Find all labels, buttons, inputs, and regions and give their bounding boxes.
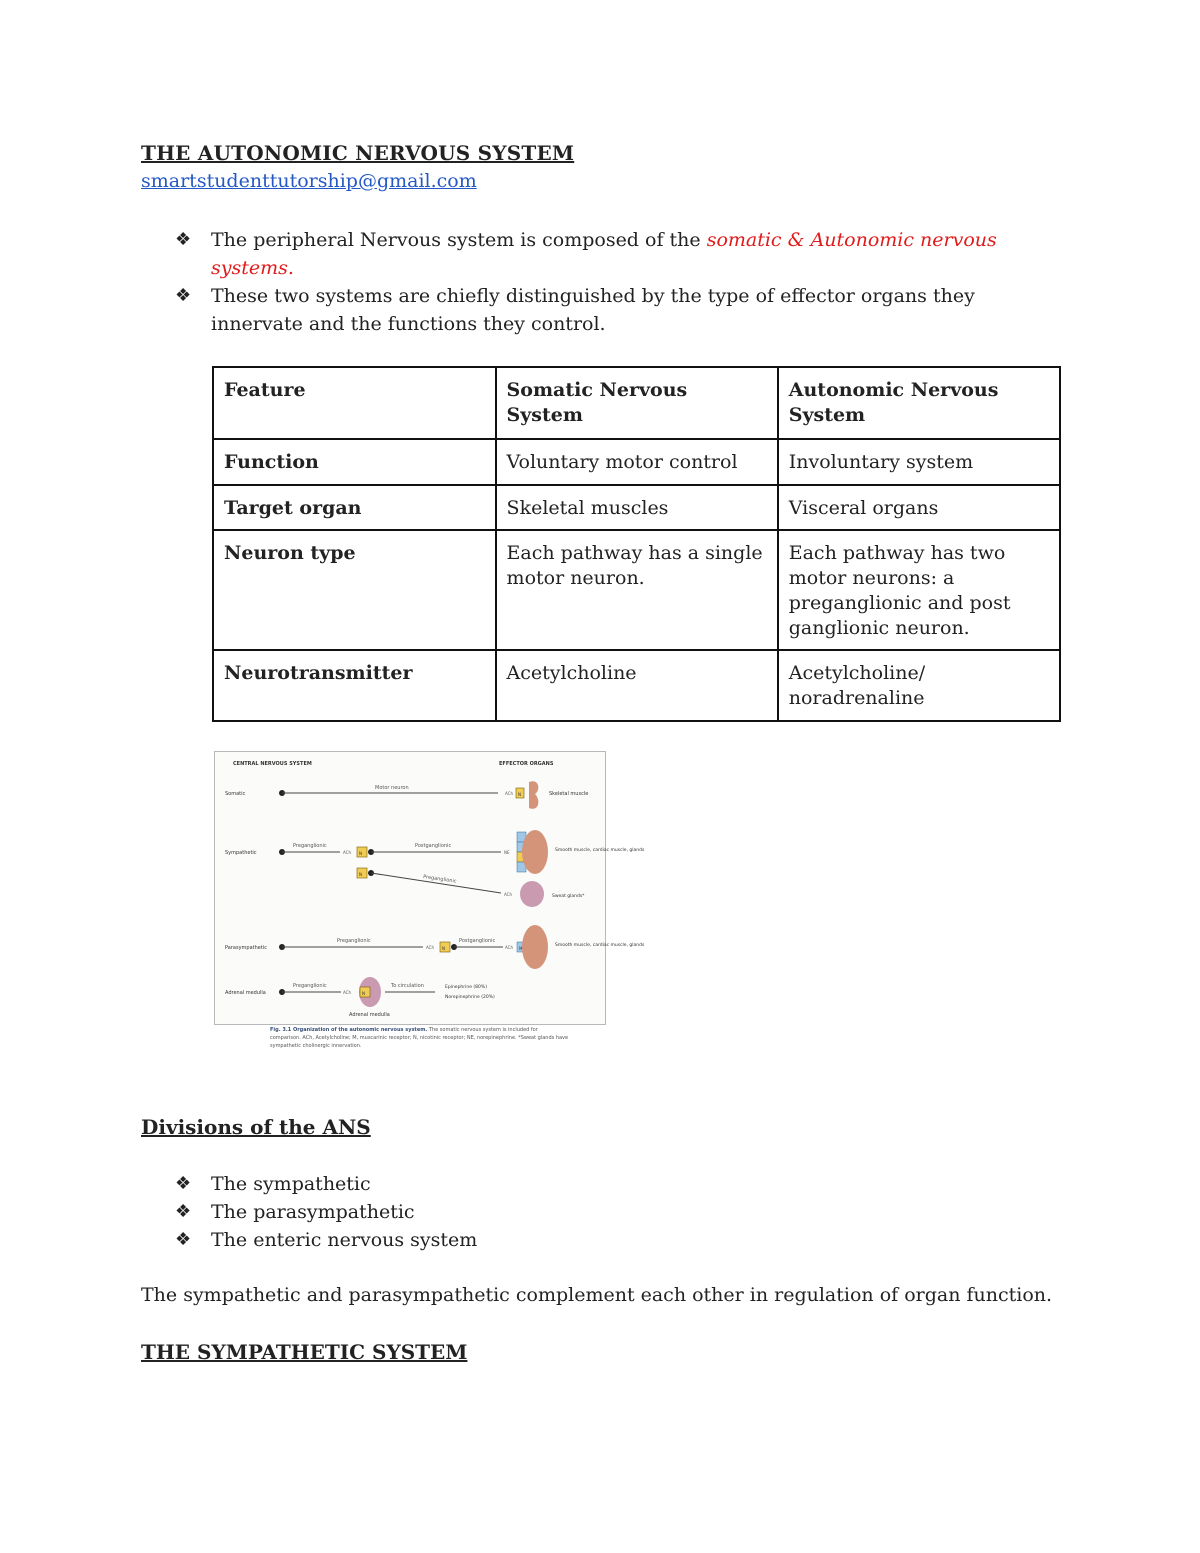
bullet-text: These two systems are chiefly distinguished by the type of effector organs they innervate and the functions they control. xyxy=(211,285,975,335)
list-item xyxy=(141,226,1061,282)
table-cell: Neuron type xyxy=(213,530,496,650)
ans-diagram-figure xyxy=(214,751,645,1025)
skeletal-muscle-label: Skeletal muscle xyxy=(549,791,589,797)
comparison-table xyxy=(212,366,1061,722)
table-cell: Involuntary system xyxy=(778,439,1060,485)
diagram-left-header: CENTRAL NERVOUS SYSTEM xyxy=(233,761,312,767)
m-receptor-label: M xyxy=(519,946,523,951)
somatic-row-label: Somatic xyxy=(225,791,246,797)
sweat-gland-shape xyxy=(520,881,544,907)
list-item xyxy=(141,1198,1061,1226)
table-cell: Target organ xyxy=(213,485,496,530)
diamond-bullet-icon: ❖ xyxy=(175,1229,192,1250)
table-cell: Neurotransmitter xyxy=(213,650,496,721)
list-item-text: The enteric nervous system xyxy=(211,1229,478,1251)
adrenal-organ-label: Adrenal medulla xyxy=(349,1012,390,1018)
list-item-text: The parasympathetic xyxy=(211,1201,415,1223)
skeletal-muscle-shape xyxy=(529,781,538,809)
bullet-text-end: . xyxy=(287,257,294,279)
diamond-bullet-icon: ❖ xyxy=(175,1173,192,1194)
sweat-gland-label: Sweat glands* xyxy=(552,894,585,899)
ne-label: NE xyxy=(504,850,510,855)
n-receptor-label: N xyxy=(359,851,362,856)
page-title: THE AUTONOMIC NERVOUS SYSTEM xyxy=(141,141,575,165)
preganglionic-label: Preganglionic xyxy=(422,874,457,885)
intro-bullet-list xyxy=(141,226,1061,338)
table-header-cell: Somatic Nervous System xyxy=(496,367,778,439)
table-header-cell: Autonomic Nervous System xyxy=(778,367,1060,439)
postganglionic-label: Postganglionic xyxy=(459,938,496,944)
smooth-muscle-label: Smooth muscle, cardiac muscle, glands xyxy=(555,848,645,853)
caption-text: The somatic nervous system is included for comparison. ACh, Acetylcholine; M, muscarinic receptor; N, nicotinic receptor; NE, norepinephrine. *Sweat glands have sympathetic cholinergic innervation. xyxy=(270,1027,569,1049)
table-cell: Acetylcholine/ noradrenaline xyxy=(778,650,1060,721)
table-cell: Acetylcholine xyxy=(496,650,778,721)
list-item-text: The sympathetic xyxy=(211,1173,371,1195)
diamond-bullet-icon: ❖ xyxy=(175,1201,192,1222)
preganglionic-label: Preganglionic xyxy=(337,938,371,944)
secretion-label: To circulation xyxy=(391,983,424,989)
table-row xyxy=(213,439,1060,485)
sympathetic-row-label: Sympathetic xyxy=(225,850,257,856)
table-row xyxy=(213,650,1060,721)
parasympathetic-row-label: Parasympathetic xyxy=(225,945,267,951)
bullet-text: The peripheral Nervous system is composed of the xyxy=(211,229,707,251)
n-receptor-label: N xyxy=(442,946,445,951)
list-item xyxy=(141,1226,1061,1254)
table-cell: Visceral organs xyxy=(778,485,1060,530)
table-cell: Skeletal muscles xyxy=(496,485,778,530)
n-receptor-label: N xyxy=(518,792,521,797)
email-link[interactable]: smartstudenttutorship@gmail.com xyxy=(141,170,477,192)
table-cell: Each pathway has a single motor neuron. xyxy=(496,530,778,650)
table-cell: Voluntary motor control xyxy=(496,439,778,485)
table-row xyxy=(213,530,1060,650)
motor-neuron-label: Motor neuron xyxy=(375,785,409,791)
postganglionic-label: Postganglionic xyxy=(415,843,452,849)
table-header-cell: Feature xyxy=(213,367,496,439)
smooth-muscle-organ-shape xyxy=(522,925,548,969)
ach-label: ACh xyxy=(426,945,434,950)
smooth-muscle-label: Smooth muscle, cardiac muscle, glands xyxy=(555,943,645,948)
ans-diagram xyxy=(215,752,645,1024)
n-receptor-label: N xyxy=(362,991,365,996)
section-heading: THE SYMPATHETIC SYSTEM xyxy=(141,1340,468,1364)
epinephrine-label: Epinephrine (80%) xyxy=(445,985,487,990)
adrenal-row-label: Adrenal medulla xyxy=(225,990,266,996)
preganglionic-label: Preganglionic xyxy=(293,843,327,849)
summary-paragraph: The sympathetic and parasympathetic complement each other in regulation of organ function. xyxy=(141,1284,1053,1306)
smooth-muscle-organ-shape xyxy=(522,830,548,874)
table-row xyxy=(213,485,1060,530)
caption-title: Fig. 3.1 Organization of the autonomic nervous system. xyxy=(270,1027,428,1033)
table-cell: Each pathway has two motor neurons: a preganglionic and post ganglionic neuron. xyxy=(778,530,1060,650)
highlighted-text: somatic & Autonomic nervous systems xyxy=(211,229,997,279)
diamond-bullet-icon: ❖ xyxy=(175,285,192,306)
diamond-bullet-icon: ❖ xyxy=(175,229,192,250)
list-item xyxy=(141,1170,1061,1198)
divisions-list xyxy=(141,1170,1061,1254)
n-receptor-label: N xyxy=(359,872,362,877)
diagram-right-header: EFFECTOR ORGANS xyxy=(499,761,554,767)
ach-label: ACh xyxy=(343,850,351,855)
list-item xyxy=(141,282,1061,338)
norepinephrine-label: Norepinephrine (20%) xyxy=(445,995,495,1000)
divisions-heading: Divisions of the ANS xyxy=(141,1115,371,1139)
ach-label: ACh xyxy=(505,791,513,796)
table-cell: Function xyxy=(213,439,496,485)
figure-caption xyxy=(270,1026,570,1050)
ach-label: ACh xyxy=(343,990,351,995)
ach-label: ACh xyxy=(504,892,512,897)
ach-label: ACh xyxy=(505,945,513,950)
table-header-row xyxy=(213,367,1060,439)
preganglionic-label: Preganglionic xyxy=(293,983,327,989)
